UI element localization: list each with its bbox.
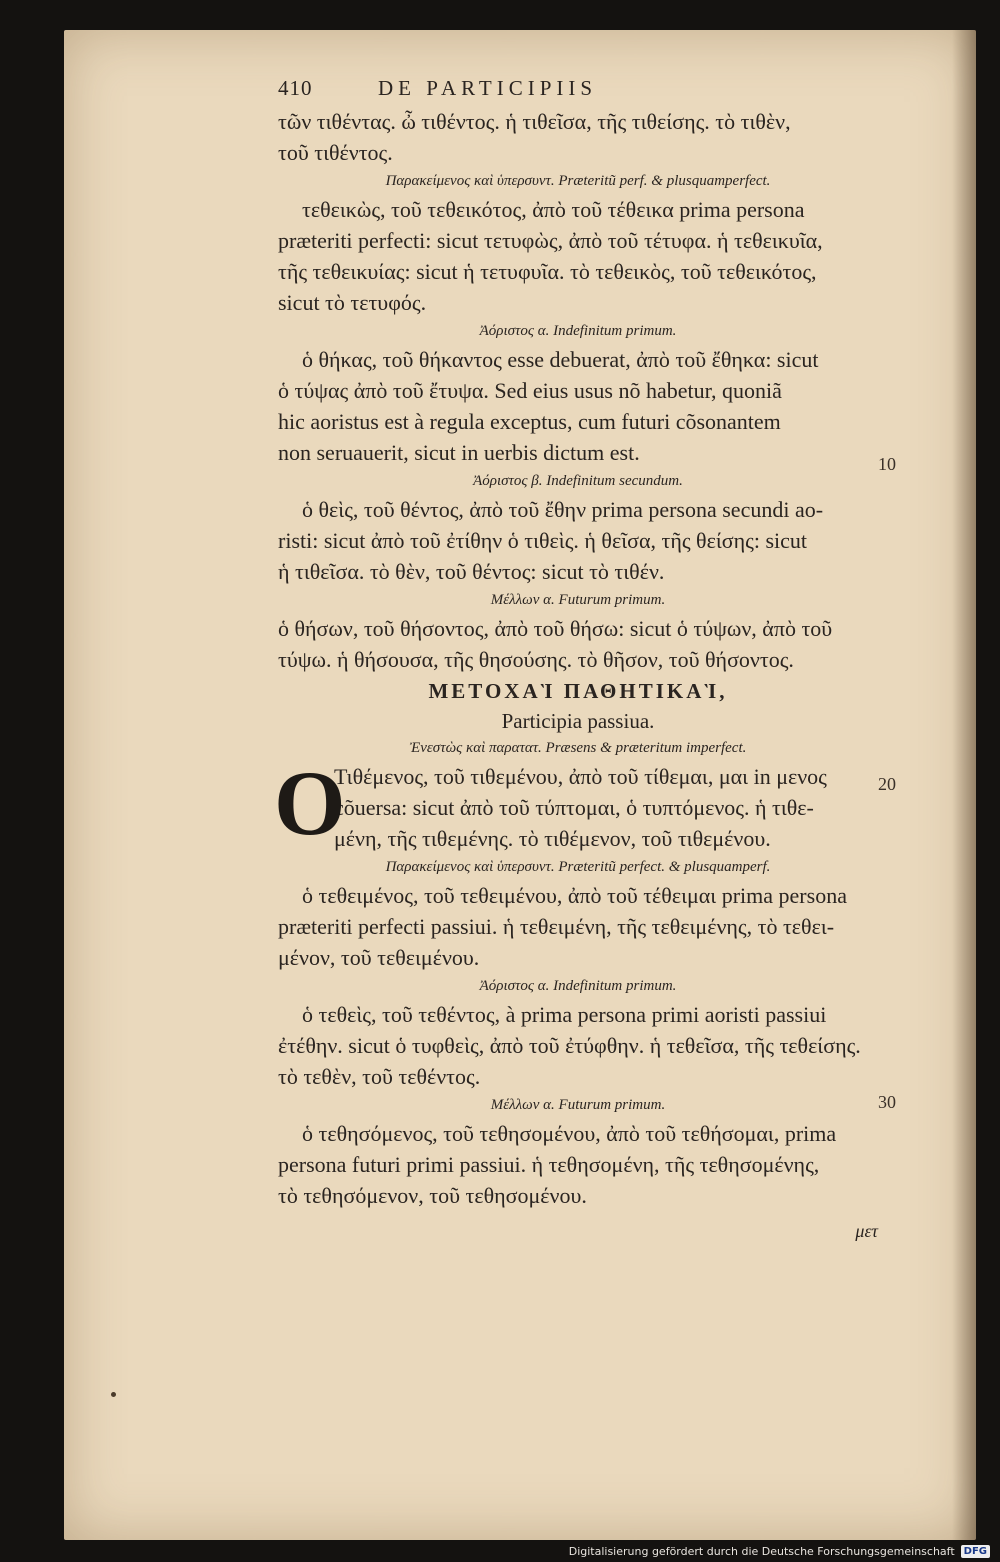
- section-heading: Ἀόριστος β. Indefinitum secundum.: [473, 473, 683, 489]
- text-line: cõuersa: sicut ἀπὸ τοῦ τύπτομαι, ὁ τυπτόμενος. ἡ τιθε-: [334, 795, 814, 820]
- text-line: persona futuri primi passiui. ἡ τεθησομένη, τῆς τεθησομένης,: [278, 1152, 820, 1177]
- text-line: ὁ θεὶς, τοῦ θέντος, ἀπὸ τοῦ ἔθην prima persona secundi ao-: [302, 497, 824, 522]
- section-subtitle: Participia passiua.: [501, 709, 655, 733]
- section-heading: Ἐνεστὼς καὶ παρατατ. Præsens & præteritum imperfect.: [409, 740, 747, 756]
- text-line: ὁ τύψας ἀπὸ τοῦ ἔτυψα. Sed eius usus nõ habetur, quoniã: [278, 378, 782, 403]
- section-heading: Μέλλων α. Futurum primum.: [490, 1097, 666, 1113]
- margin-line-number: 20: [878, 774, 896, 794]
- margin-line-number: 30: [878, 1092, 896, 1112]
- text-line: τῆς τεθεικυίας: sicut ἡ τετυφυῖα. τὸ τεθεικὸς, τοῦ τεθεικότος,: [278, 259, 817, 284]
- drop-cap: O: [274, 752, 346, 854]
- text-line: ἡ τιθεῖσα. τὸ θὲν, τοῦ θέντος: sicut τὸ τιθέν.: [278, 559, 665, 584]
- text-line: præteriti perfecti passiui. ἡ τεθειμένη, τῆς τεθειμένης, τὸ τεθει-: [278, 914, 835, 939]
- text-line: hic aoristus est à regula exceptus, cum futuri cõsonantem: [278, 409, 781, 434]
- digitization-footer: [569, 1542, 990, 1560]
- running-title: DE PARTICIPIIS: [378, 76, 598, 100]
- text-line: μένον, τοῦ τεθειμένου.: [278, 945, 480, 970]
- catchword: μετ: [855, 1221, 878, 1241]
- section-title: ΜΕΤΟΧΑῚ ΠΑΘΗΤΙΚΑῚ,: [428, 679, 728, 703]
- page-number: 410: [278, 76, 313, 100]
- section-heading: Παρακείμενος καὶ ὑπερσυντ. Præteritũ perf. & plusquamperfect.: [385, 173, 771, 189]
- text-line: non seruauerit, sicut in uerbis dictum est.: [278, 440, 640, 465]
- page-header: [278, 76, 878, 106]
- text-line: τῶν τιθέντας. ὦ τιθέντος. ἡ τιθεῖσα, τῆς τιθείσης. τὸ τιθὲν,: [278, 109, 791, 134]
- text-line: ὁ θήσων, τοῦ θήσοντος, ἀπὸ τοῦ θήσω: sicut ὁ τύψων, ἀπὸ τοῦ: [278, 616, 833, 641]
- margin-line-number: 10: [878, 454, 896, 474]
- section-heading: Μέλλων α. Futurum primum.: [490, 592, 666, 608]
- text-line: τὸ τεθὲν, τοῦ τεθέντος.: [278, 1064, 481, 1089]
- text-line: ὁ τεθεὶς, τοῦ τεθέντος, à prima persona primi aoristi passiui: [302, 1002, 827, 1027]
- page-text: [274, 76, 878, 1242]
- text-line: τύψω. ἡ θήσουσα, τῆς θησούσης. τὸ θῆσον, τοῦ θήσοντος.: [278, 647, 794, 672]
- text-line: τὸ τεθησόμενον, τοῦ τεθησομένου.: [278, 1183, 587, 1208]
- text-line: μένη, τῆς τιθεμένης. τὸ τιθέμενον, τοῦ τιθεμένου.: [334, 826, 771, 851]
- text-line: ὁ τεθησόμενος, τοῦ τεθησομένου, ἀπὸ τοῦ τεθήσομαι, prima: [302, 1121, 837, 1146]
- text-line: sicut τὸ τετυφός.: [278, 290, 427, 315]
- text-line: Τιθέμενος, τοῦ τιθεμένου, ἀπὸ τοῦ τίθεμαι, μαι in μενος: [334, 764, 827, 789]
- dropcap-paragraph: [274, 752, 878, 854]
- dfg-logo-icon: DFG: [961, 1545, 990, 1558]
- section-heading: Παρακείμενος καὶ ὑπερσυντ. Præteritũ perfect. & plusquamperf.: [385, 859, 771, 875]
- text-line: ἐτέθην. sicut ὁ τυφθεὶς, ἀπὸ τοῦ ἐτύφθην. ἡ τεθεῖσα, τῆς τεθείσης.: [278, 1033, 861, 1058]
- footer-text: Digitalisierung gefördert durch die Deutsche Forschungsgemeinschaft: [568, 1544, 955, 1558]
- text-block-2: [278, 854, 878, 1211]
- ink-spot: [111, 1392, 116, 1397]
- text-line: τεθεικὼς, τοῦ τεθεικότος, ἀπὸ τοῦ τέθεικα prima persona: [302, 197, 805, 222]
- text-block-1: [278, 106, 878, 761]
- text-line: ὁ θήκας, τοῦ θήκαντος esse debuerat, ἀπὸ τοῦ ἔθηκα: sicut: [302, 347, 819, 372]
- section-heading: Ἀόριστος α. Indefinitum primum.: [479, 323, 677, 339]
- text-line: præteriti perfecti: sicut τετυφὼς, ἀπὸ τοῦ τέτυφα. ἡ τεθεικυῖα,: [278, 228, 823, 253]
- text-line: τοῦ τιθέντος.: [278, 140, 393, 165]
- text-line: ὁ τεθειμένος, τοῦ τεθειμένου, ἀπὸ τοῦ τέθειμαι prima persona: [302, 883, 847, 908]
- section-heading: Ἀόριστος α. Indefinitum primum.: [479, 978, 677, 994]
- text-line: risti: sicut ἀπὸ τοῦ ἐτίθην ὁ τιθεὶς. ἡ θεῖσα, τῆς θείσης: sicut: [278, 528, 807, 553]
- page-spine-shadow: [952, 30, 976, 1540]
